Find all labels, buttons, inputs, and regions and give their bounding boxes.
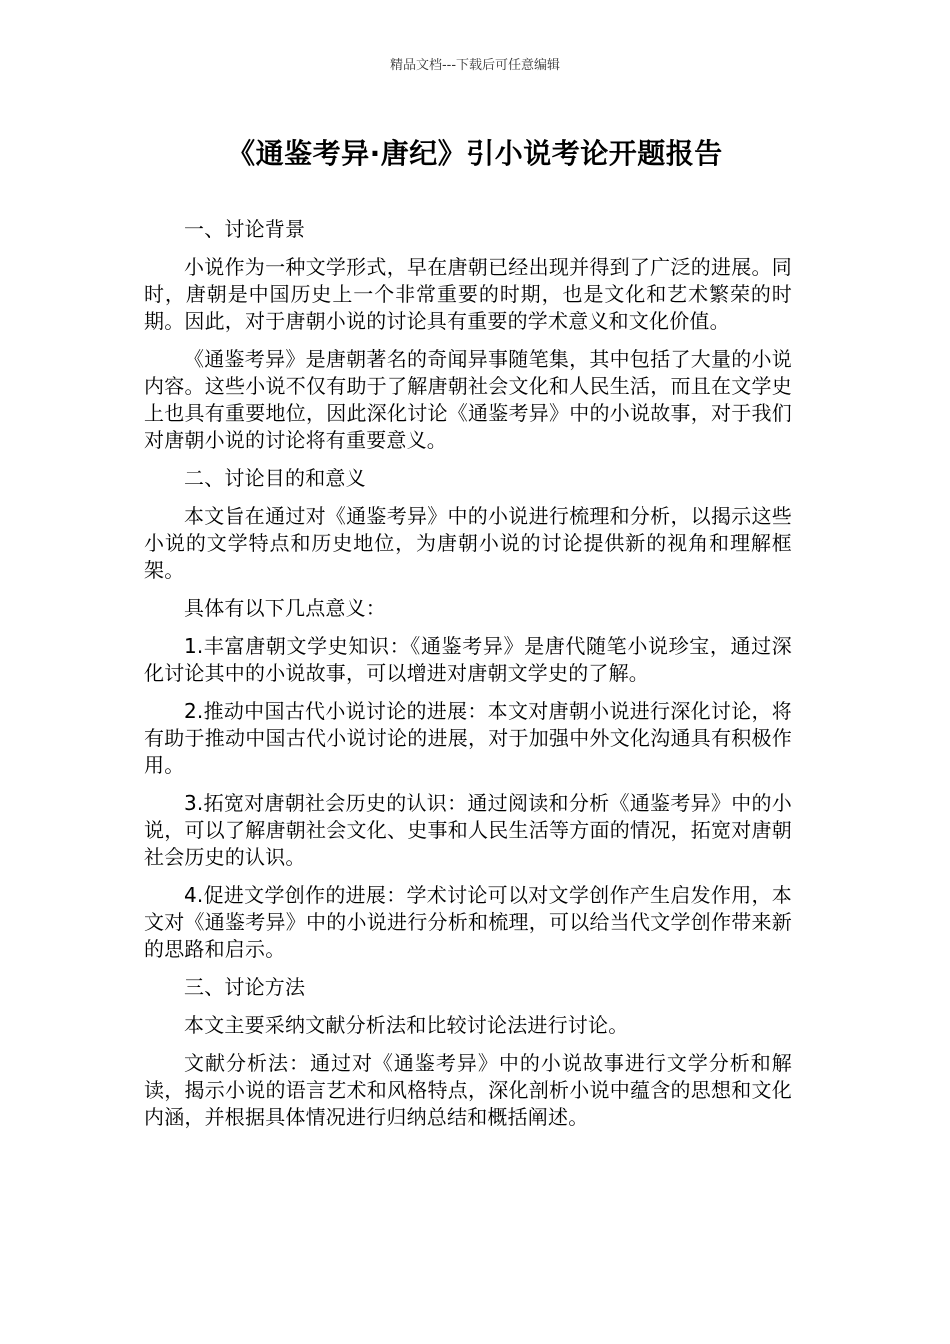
list-item: 4.促进文学创作的进展：学术讨论可以对文学创作产生启发作用，本文对《通鉴考异》中的小说进行分析和梳理，可以给当代文学创作带来新的思路和启示。 bbox=[144, 883, 792, 961]
list-item: 3.拓宽对唐朝社会历史的认识：通过阅读和分析《通鉴考异》中的小说，可以了解唐朝社会文化、史事和人民生活等方面的情况，拓宽对唐朝社会历史的认识。 bbox=[144, 791, 792, 869]
section-heading-method: 三、讨论方法 bbox=[184, 975, 306, 999]
list-item: 1.丰富唐朝文学史知识：《通鉴考异》是唐代随笔小说珍宝，通过深化讨论其中的小说故事，可以增进对唐朝文学史的了解。 bbox=[144, 634, 792, 685]
section-heading-purpose: 二、讨论目的和意义 bbox=[184, 466, 366, 490]
paragraph: 本文主要采纳文献分析法和比较讨论法进行讨论。 bbox=[184, 1013, 629, 1037]
paragraph: 具体有以下几点意义： bbox=[184, 596, 386, 620]
paragraph: 文献分析法：通过对《通鉴考异》中的小说故事进行文学分析和解读，揭示小说的语言艺术和风格特点，深化剖析小说中蕴含的思想和文化内涵，并根据具体情况进行归纳总结和概括阐述。 bbox=[144, 1051, 792, 1129]
paragraph: 小说作为一种文学形式，早在唐朝已经出现并得到了广泛的进展。同时，唐朝是中国历史上一个非常重要的时期，也是文化和艺术繁荣的时期。因此，对于唐朝小说的讨论具有重要的学术意义和文化价值。 bbox=[144, 255, 792, 333]
paragraph: 《通鉴考异》是唐朝著名的奇闻异事随笔集，其中包括了大量的小说内容。这些小说不仅有助于了解唐朝社会文化和人民生活，而且在文学史上也具有重要地位，因此深化讨论《通鉴考异》中的小说故事，对于我们对唐朝小说的讨论将有重要意义。 bbox=[144, 347, 792, 452]
document-title: 《通鉴考异·唐纪》引小说考论开题报告 bbox=[227, 137, 723, 170]
document-body bbox=[144, 216, 792, 1142]
paragraph: 本文旨在通过对《通鉴考异》中的小说进行梳理和分析，以揭示这些小说的文学特点和历史地位，为唐朝小说的讨论提供新的视角和理解框架。 bbox=[144, 504, 792, 582]
section-heading-background: 一、讨论背景 bbox=[184, 217, 306, 241]
page-header: 精品文档---下载后可任意编辑 bbox=[389, 58, 561, 73]
list-item: 2.推动中国古代小说讨论的进展：本文对唐朝小说进行深化讨论，将有助于推动中国古代小说讨论的进展，对于加强中外文化沟通具有积极作用。 bbox=[144, 699, 792, 777]
